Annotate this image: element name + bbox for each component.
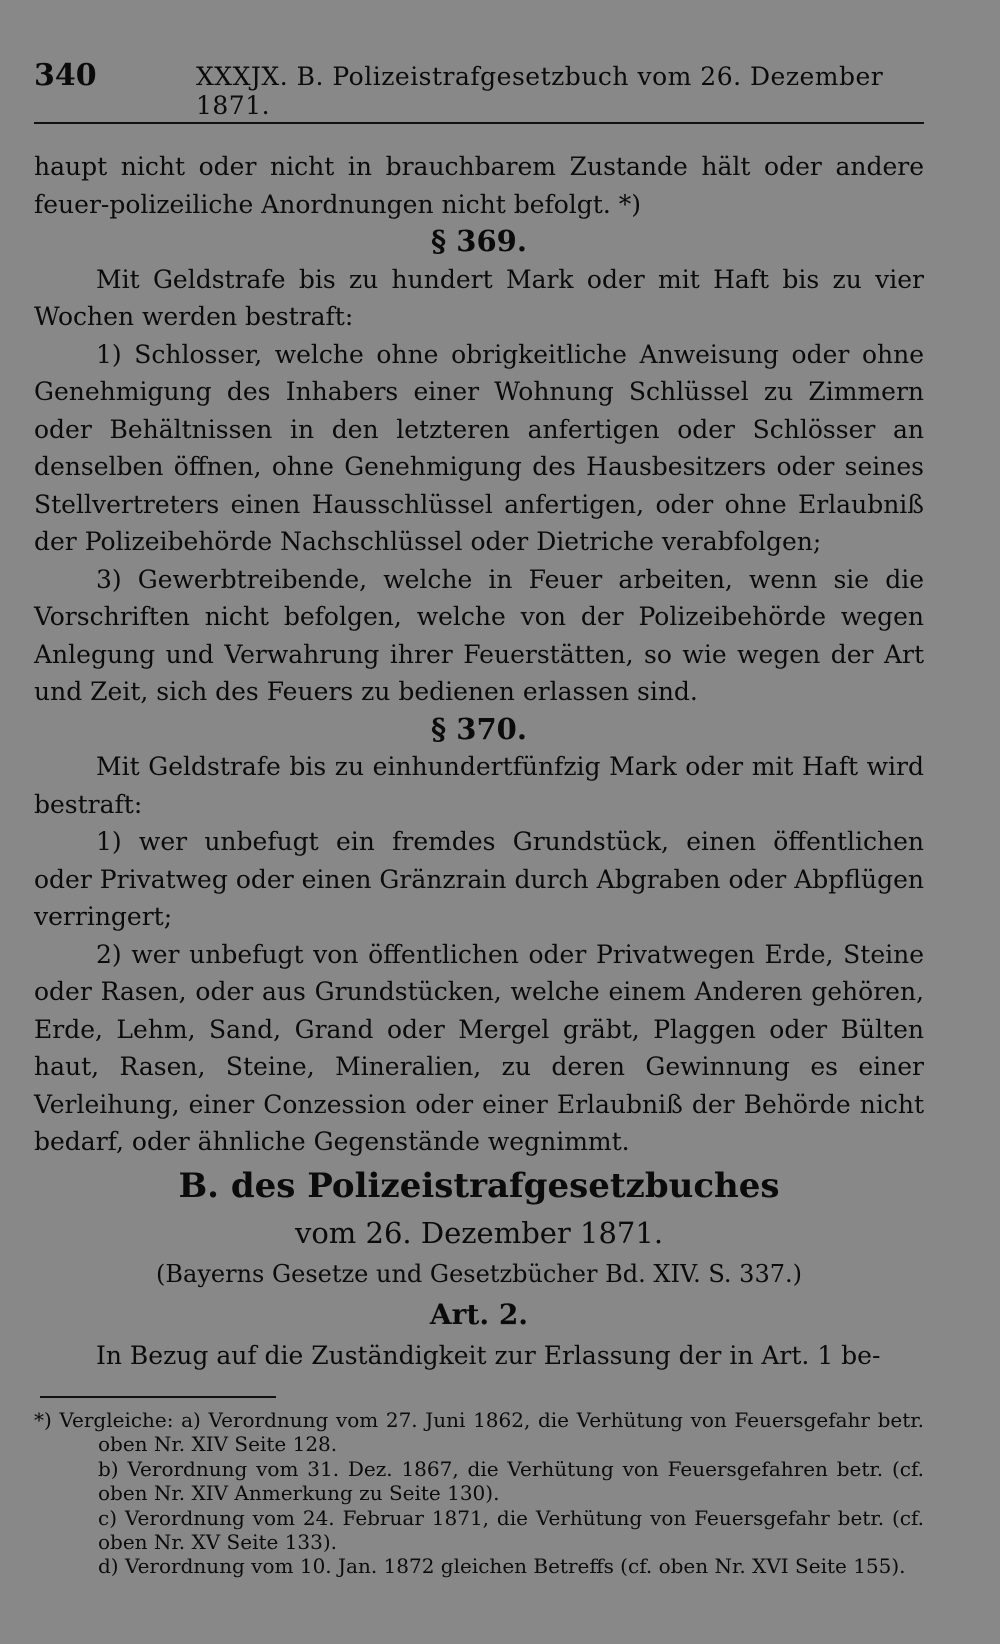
footnote-d — [34, 1554, 924, 1578]
section-heading-369: § 369. — [431, 224, 527, 258]
paragraph-369-item-3: 3) Gewerbtreibende, welche in Feuer arbeiten, wenn sie die Vorschriften nicht befolgen, welche von der Polizeibehörde wegen Anlegung und Verwahrung ihrer Feuerstätten, so wie wegen der Art und Zeit, sich des Feuers zu bedienen erlassen sind. — [34, 564, 924, 706]
footnote-rule — [40, 1396, 276, 1398]
chapter-source: (Bayerns Gesetze und Gesetzbücher Bd. XIV. S. 337.) — [156, 1259, 802, 1288]
chapter-date: vom 26. Dezember 1871. — [294, 1215, 664, 1250]
header-rule — [34, 122, 924, 124]
footnotes — [34, 1408, 924, 1579]
footnote-a: *) Vergleiche: a) Verordnung vom 27. Juni 1862, die Verhütung von Feuersgefahr betr. oben Nr. XIV Seite 128. — [34, 1408, 924, 1457]
paragraph-369-intro: Mit Geldstrafe bis zu hundert Mark oder mit Haft bis zu vier Wochen werden bestraft: — [34, 264, 924, 331]
main-text — [34, 148, 924, 1374]
paragraph-369-item-1: 1) Schlosser, welche ohne obrigkeitliche Anweisung oder ohne Genehmigung des Inhabers einer Wohnung Schlüssel zu Zimmern oder Behältnissen in den letzteren anfertigen oder Schlösser an denselben öffnen, ohne Genehmigung des Hausbesitzers oder seines Stellvertreters einen Hausschlüssel anfertigen, oder ohne Erlaubniß der Polizeibehörde Nachschlüssel oder Dietriche verabfolgen; — [34, 339, 924, 556]
footnote-c — [34, 1506, 924, 1555]
footnote-d-label: d) — [98, 1554, 119, 1579]
page-number: 340 — [34, 58, 97, 93]
footnote-b-text: Verordnung vom 31. Dez. 1867, die Verhütung von Feuersgefahren betr. (cf. oben Nr. XIV Anmerkung zu Seite 130). — [98, 1456, 924, 1506]
section-heading-370: § 370. — [431, 711, 527, 746]
footnote-b — [34, 1457, 924, 1506]
paragraph-370-item-2: 2) wer unbefugt von öffentlichen oder Privatwegen Erde, Steine oder Rasen, oder aus Grundstücken, welche einem Anderen gehören, Erde, Lehm, Sand, Grand oder Mergel gräbt, Plaggen oder Bülten haut, Rasen, Steine, Mineralien, zu deren Gewinnung es einer Verleihung, einer Conzession oder einer Erlaubniß der Behörde nicht bedarf, oder ähnliche Gegenstände wegnimmt. — [34, 939, 924, 1156]
paragraph-art-2: In Bezug auf die Zuständigkeit zur Erlassung der in Art. 1 be- — [96, 1340, 881, 1370]
footnote-c-label: c) — [98, 1505, 118, 1530]
running-header — [34, 58, 928, 120]
running-title: XXXJX. B. Polizeistrafgesetzbuch vom 26. Dezember 1871. — [196, 62, 884, 120]
book-page — [34, 0, 928, 1644]
footnote-d-text: Verordnung vom 10. Jan. 1872 gleichen Betreffs (cf. oben Nr. XVI Seite 155). — [124, 1554, 906, 1579]
article-heading: Art. 2. — [429, 1297, 529, 1331]
paragraph-370-intro: Mit Geldstrafe bis zu einhundertfünfzig Mark oder mit Haft wird bestraft: — [34, 752, 924, 819]
footnote-b-label: b) — [98, 1456, 119, 1481]
paragraph-continuation: haupt nicht oder nicht in brauchbarem Zustande hält oder andere feuer-polizeiliche Anordnungen nicht befolgt. *) — [34, 152, 924, 219]
chapter-heading: B. des Polizeistrafgesetzbuches — [178, 1165, 780, 1206]
footnote-c-text: Verordnung vom 24. Februar 1871, die Verhütung von Feuersgefahr betr. (cf. oben Nr. XV Seite 133). — [98, 1505, 924, 1555]
paragraph-370-item-1: 1) wer unbefugt ein fremdes Grundstück, einen öffentlichen oder Privatweg oder einen Gränzrain durch Abgraben oder Abpflügen verringert; — [34, 827, 924, 931]
